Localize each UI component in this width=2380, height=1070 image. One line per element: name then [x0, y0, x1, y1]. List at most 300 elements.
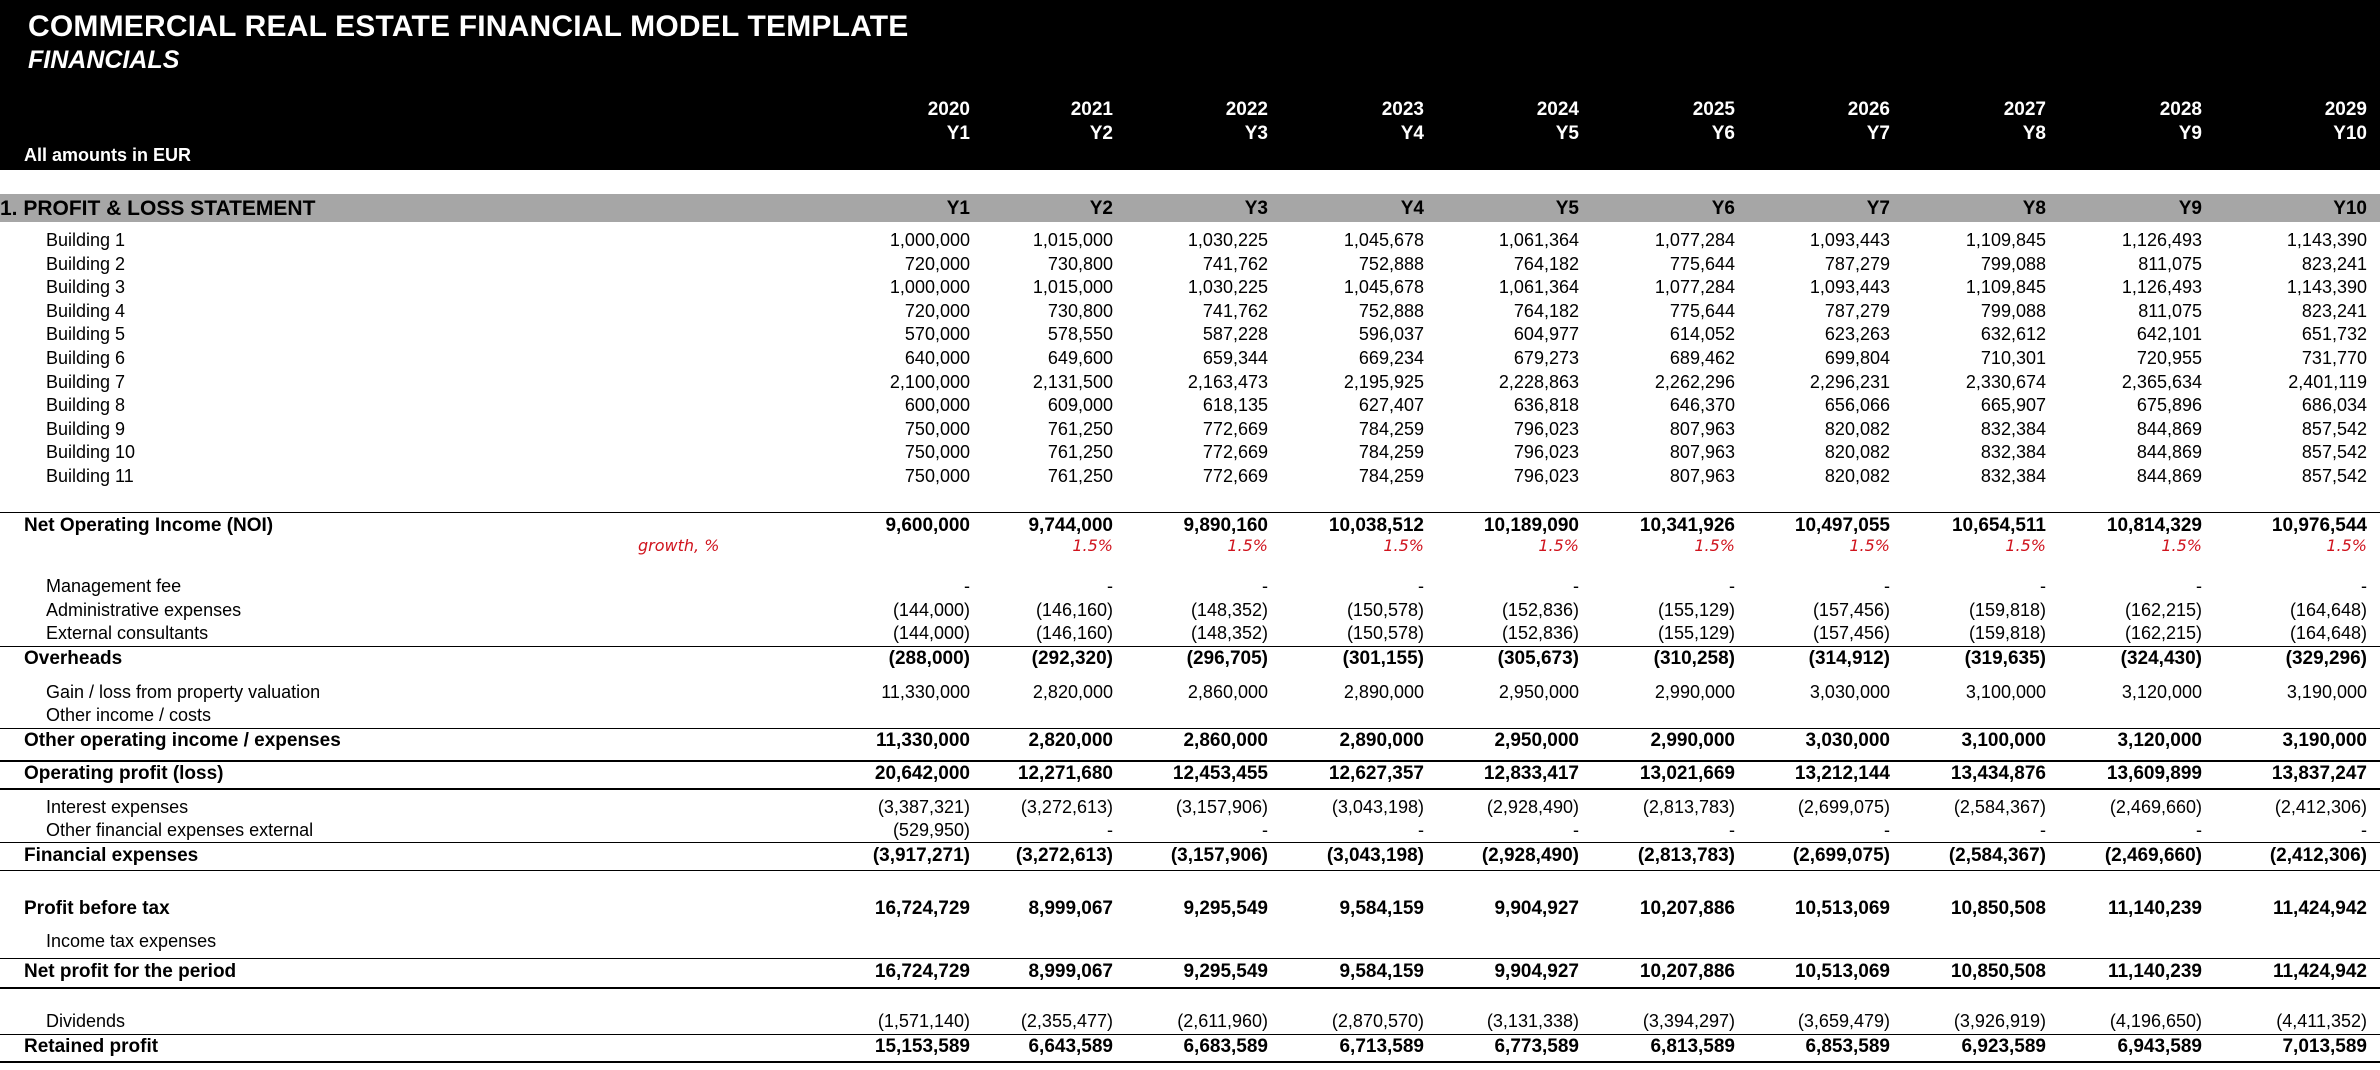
row-value: 6,853,589 — [1805, 1036, 1890, 1057]
row-value: 750,000 — [904, 442, 970, 463]
row-value: - — [1418, 576, 1424, 596]
section-year-label: Y5 — [1555, 198, 1579, 219]
growth-value: 1.5% — [1072, 536, 1113, 555]
row-value: 11,424,942 — [2272, 961, 2367, 982]
row-value: (305,673) — [1497, 648, 1579, 669]
row-value: 752,888 — [1358, 253, 1424, 274]
row-label: Income tax expenses — [46, 931, 217, 951]
row-value: 1,109,845 — [1965, 230, 2046, 250]
row-label: Interest expenses — [46, 797, 189, 817]
row-value: 2,262,296 — [1654, 371, 1735, 392]
row-value: 761,250 — [1047, 442, 1113, 463]
row-value: 1,000,000 — [889, 230, 970, 250]
row-value: 10,207,886 — [1639, 898, 1735, 919]
row-value: 12,833,417 — [1483, 763, 1579, 784]
section-year-label: Y7 — [1866, 198, 1890, 219]
row-value: (2,412,306) — [2269, 845, 2367, 866]
year-number: 2020 — [927, 99, 970, 120]
row-value: 16,724,729 — [874, 898, 970, 919]
row-value: 649,600 — [1047, 348, 1113, 368]
section-year-label: Y4 — [1400, 198, 1424, 219]
row-value: 10,189,090 — [1483, 515, 1579, 536]
row-value: 2,228,863 — [1498, 371, 1579, 392]
row-value: 784,259 — [1358, 466, 1424, 486]
row-value: 857,542 — [2301, 442, 2367, 463]
row-value: 2,950,000 — [1498, 682, 1579, 702]
row-value: 2,131,500 — [1032, 371, 1113, 392]
row-value: 679,273 — [1513, 348, 1579, 368]
row-label: Dividends — [46, 1011, 126, 1031]
growth-value: 1.5% — [2326, 536, 2367, 555]
row-value: 730,800 — [1047, 253, 1113, 274]
row-value: 8,999,067 — [1028, 961, 1113, 982]
row-value: 11,140,239 — [2107, 961, 2202, 982]
row-label: Operating profit (loss) — [24, 763, 224, 784]
year-column-header — [963, 98, 1113, 146]
row-value: 665,907 — [1980, 395, 2046, 416]
row-value: 20,642,000 — [874, 763, 970, 784]
growth-value: 1.5% — [1383, 536, 1424, 555]
year-index-label: Y5 — [1555, 123, 1579, 144]
row-value: 807,963 — [1669, 418, 1735, 439]
row-value: - — [1262, 820, 1268, 840]
row-value: (319,635) — [1964, 648, 2046, 669]
row-value: 787,279 — [1824, 300, 1890, 321]
report-header — [0, 0, 2380, 170]
row-value: 570,000 — [904, 324, 970, 345]
row-value: (2,813,783) — [1642, 797, 1735, 817]
row-value: 1,109,845 — [1965, 277, 2046, 298]
row-label: Building 10 — [46, 442, 136, 463]
row-label: Other operating income / expenses — [24, 730, 341, 751]
row-value: 784,259 — [1358, 442, 1424, 463]
row-value: (3,926,919) — [1953, 1011, 2046, 1031]
row-label: Building 6 — [46, 348, 126, 368]
row-value: 787,279 — [1824, 253, 1890, 274]
row-value: 720,000 — [904, 300, 970, 321]
row-value: 646,370 — [1669, 395, 1735, 416]
row-value: 764,182 — [1513, 253, 1579, 274]
row-value: 6,773,589 — [1494, 1036, 1579, 1057]
row-value: (155,129) — [1657, 623, 1735, 643]
row-value: 832,384 — [1980, 466, 2046, 486]
row-divider — [0, 788, 2380, 790]
row-value: (164,648) — [2289, 600, 2367, 620]
overhead-row — [0, 600, 2380, 623]
other-total-row — [0, 730, 2380, 753]
row-label: Building 2 — [46, 253, 126, 274]
row-value: (3,131,338) — [1486, 1011, 1579, 1031]
row-value: 10,850,508 — [1950, 898, 2046, 919]
year-index-label: Y10 — [2333, 123, 2367, 144]
row-value: - — [1573, 576, 1579, 596]
row-value: - — [1573, 820, 1579, 840]
row-label: Other financial expenses external — [46, 820, 314, 840]
row-value: (2,584,367) — [1953, 797, 2046, 817]
row-value: (310,258) — [1653, 648, 1735, 669]
building-row — [0, 372, 2380, 395]
building-row — [0, 466, 2380, 489]
row-value: 2,990,000 — [1654, 682, 1735, 702]
row-value: (144,000) — [892, 623, 970, 643]
row-value: (150,578) — [1346, 623, 1424, 643]
row-value: 9,890,160 — [1183, 515, 1268, 536]
report-subtitle: FINANCIALS — [28, 46, 180, 74]
units-note: All amounts in EUR — [24, 145, 192, 165]
row-value: 1,045,678 — [1343, 230, 1424, 250]
row-divider — [0, 728, 2380, 729]
row-value: 623,263 — [1824, 324, 1890, 345]
row-label: Other income / costs — [46, 705, 212, 725]
row-value: 807,963 — [1669, 442, 1735, 463]
row-value: (3,043,198) — [1331, 797, 1424, 817]
building-row — [0, 230, 2380, 253]
row-divider — [0, 1061, 2380, 1063]
row-value: 799,088 — [1980, 300, 2046, 321]
row-value: (3,272,613) — [1020, 797, 1113, 817]
row-value: 741,762 — [1202, 253, 1268, 274]
row-label: Gain / loss from property valuation — [46, 682, 321, 702]
row-label: External consultants — [46, 623, 209, 643]
row-value: - — [2361, 820, 2367, 840]
row-value: 10,207,886 — [1639, 961, 1735, 982]
row-value: 1,015,000 — [1032, 277, 1113, 298]
row-value: 710,301 — [1980, 348, 2046, 368]
row-value: (3,394,297) — [1642, 1011, 1735, 1031]
row-value: 2,820,000 — [1032, 682, 1113, 702]
row-value: 3,030,000 — [1805, 730, 1890, 751]
row-value: 9,904,927 — [1494, 961, 1579, 982]
row-value: (3,387,321) — [877, 797, 970, 817]
year-column-header — [1585, 98, 1735, 146]
year-number: 2022 — [1225, 99, 1268, 120]
row-value: 1,126,493 — [2121, 230, 2202, 250]
row-value: - — [2196, 576, 2202, 596]
row-value: 2,860,000 — [1183, 730, 1268, 751]
row-value: 600,000 — [904, 395, 970, 416]
row-label: Management fee — [46, 576, 182, 596]
row-value: 3,190,000 — [2282, 730, 2367, 751]
row-value: 2,195,925 — [1343, 371, 1424, 392]
year-number: 2029 — [2324, 99, 2367, 120]
row-value: - — [2196, 820, 2202, 840]
building-row — [0, 348, 2380, 371]
row-value: 13,837,247 — [2271, 763, 2367, 784]
year-index-label: Y2 — [1089, 123, 1113, 144]
row-value: 12,627,357 — [1328, 763, 1424, 784]
row-value: 13,434,876 — [1950, 763, 2046, 784]
row-value: 8,999,067 — [1028, 898, 1113, 919]
financial-expense-row — [0, 820, 2380, 843]
row-value: 2,890,000 — [1339, 730, 1424, 751]
row-value: 656,066 — [1824, 395, 1890, 416]
net-profit-row — [0, 961, 2380, 984]
row-value: 796,023 — [1513, 418, 1579, 439]
row-value: (144,000) — [892, 600, 970, 620]
year-number: 2024 — [1536, 99, 1579, 120]
row-value: - — [1884, 820, 1890, 840]
row-value: (2,813,783) — [1637, 845, 1735, 866]
section-year-label: Y6 — [1711, 198, 1735, 219]
growth-value: 1.5% — [1227, 536, 1268, 555]
row-value: (157,456) — [1812, 623, 1890, 643]
row-divider — [0, 760, 2380, 762]
row-value: 820,082 — [1824, 442, 1890, 463]
section-year-label: Y2 — [1089, 198, 1113, 219]
growth-label: growth, % — [638, 536, 720, 555]
row-value: 811,075 — [2138, 300, 2202, 321]
row-value: - — [1262, 576, 1268, 596]
row-value: (155,129) — [1657, 600, 1735, 620]
row-value: 772,669 — [1202, 466, 1268, 486]
row-divider — [0, 870, 2380, 871]
row-value: 720,955 — [2136, 348, 2202, 368]
row-value: 832,384 — [1980, 418, 2046, 439]
row-value: - — [2040, 576, 2046, 596]
row-value: (3,157,906) — [1175, 797, 1268, 817]
row-value: (3,917,271) — [872, 845, 970, 866]
row-label: Financial expenses — [24, 845, 199, 866]
row-label: Building 7 — [46, 371, 126, 392]
year-index-label: Y7 — [1866, 123, 1890, 144]
building-row — [0, 254, 2380, 277]
row-value: - — [1107, 576, 1113, 596]
row-value: 6,683,589 — [1183, 1036, 1268, 1057]
row-value: (292,320) — [1031, 648, 1113, 669]
row-divider — [0, 958, 2380, 959]
row-value: - — [1884, 576, 1890, 596]
row-divider — [0, 842, 2380, 843]
row-value: 6,813,589 — [1650, 1036, 1735, 1057]
year-index-label: Y8 — [2022, 123, 2046, 144]
row-value: 764,182 — [1513, 300, 1579, 321]
noi-row — [0, 515, 2380, 538]
row-value: 750,000 — [904, 466, 970, 486]
row-value: 675,896 — [2136, 395, 2202, 416]
row-value: 1,126,493 — [2121, 277, 2202, 298]
row-value: 2,163,473 — [1187, 371, 1268, 392]
row-value: (4,196,650) — [2109, 1011, 2202, 1031]
row-value: (150,578) — [1346, 600, 1424, 620]
year-column-header — [2052, 98, 2202, 146]
row-value: 13,212,144 — [1794, 763, 1890, 784]
building-row — [0, 419, 2380, 442]
row-value: (157,456) — [1812, 600, 1890, 620]
row-value: 2,365,634 — [2121, 371, 2202, 392]
row-label: Building 11 — [46, 466, 134, 486]
row-value: 823,241 — [2301, 300, 2367, 321]
row-value: 12,271,680 — [1017, 763, 1113, 784]
growth-value: 1.5% — [2005, 536, 2046, 555]
row-value: 642,101 — [2136, 324, 2202, 345]
row-label: Net profit for the period — [24, 961, 237, 982]
row-value: (162,215) — [2124, 600, 2202, 620]
row-value: 2,990,000 — [1650, 730, 1735, 751]
row-value: 10,654,511 — [1951, 515, 2046, 536]
row-value: - — [1418, 820, 1424, 840]
row-value: (2,611,960) — [1177, 1011, 1268, 1031]
year-index-label: Y9 — [2178, 123, 2202, 144]
row-value: 1,045,678 — [1343, 277, 1424, 298]
row-value: 9,295,549 — [1183, 898, 1268, 919]
row-value: 807,963 — [1669, 466, 1735, 486]
row-value: (2,355,477) — [1020, 1011, 1113, 1031]
row-value: 10,038,512 — [1328, 515, 1424, 536]
row-value: 2,860,000 — [1187, 682, 1268, 702]
year-column-header — [1274, 98, 1424, 146]
row-label: Profit before tax — [24, 898, 170, 919]
row-value: 750,000 — [904, 418, 970, 439]
row-value: 1,077,284 — [1654, 230, 1735, 250]
overhead-row — [0, 576, 2380, 599]
financial-total-row — [0, 845, 2380, 868]
section-year-label: Y1 — [946, 198, 970, 219]
row-value: 2,950,000 — [1494, 730, 1579, 751]
retained-profit-row — [0, 1036, 2380, 1059]
row-value: 1,077,284 — [1654, 277, 1735, 298]
row-value: 2,296,231 — [1809, 371, 1890, 392]
row-value: (2,469,660) — [2104, 845, 2202, 866]
row-value: 823,241 — [2301, 253, 2367, 274]
row-value: 799,088 — [1980, 253, 2046, 274]
row-label: Building 5 — [46, 324, 126, 345]
row-divider — [0, 646, 2380, 647]
row-value: 699,804 — [1824, 348, 1890, 368]
row-value: (301,155) — [1342, 648, 1424, 669]
row-value: - — [1107, 820, 1113, 840]
row-value: 844,869 — [2136, 418, 2202, 439]
row-value: 2,820,000 — [1028, 730, 1113, 751]
growth-value: 1.5% — [2161, 536, 2202, 555]
row-value: 857,542 — [2301, 466, 2367, 486]
row-divider — [0, 512, 2380, 513]
row-value: 772,669 — [1202, 442, 1268, 463]
section-year-label: Y8 — [2022, 198, 2046, 219]
row-value: 3,100,000 — [1965, 682, 2046, 702]
row-value: 596,037 — [1358, 324, 1424, 345]
row-value: 9,744,000 — [1028, 515, 1113, 536]
row-value: (2,469,660) — [2109, 797, 2202, 817]
row-value: 832,384 — [1980, 442, 2046, 463]
row-value: (3,043,198) — [1326, 845, 1424, 866]
row-value: (2,699,075) — [1792, 845, 1890, 866]
row-value: 11,424,942 — [2272, 898, 2367, 919]
operating-profit-row — [0, 763, 2380, 786]
row-label: Building 8 — [46, 395, 126, 416]
row-value: 1,143,390 — [2286, 230, 2367, 250]
year-column-header — [2217, 98, 2367, 146]
row-value: 2,100,000 — [889, 371, 970, 392]
row-value: 609,000 — [1047, 395, 1113, 416]
row-value: 730,800 — [1047, 300, 1113, 321]
growth-value: 1.5% — [1849, 536, 1890, 555]
row-value: 12,453,455 — [1172, 763, 1268, 784]
row-value: (3,272,613) — [1015, 845, 1113, 866]
row-value: 10,341,926 — [1639, 515, 1735, 536]
row-value: - — [2040, 820, 2046, 840]
building-row — [0, 301, 2380, 324]
row-value: (159,818) — [1968, 600, 2046, 620]
row-value: 9,584,159 — [1339, 898, 1424, 919]
row-value: 1,000,000 — [889, 277, 970, 298]
row-value: (152,836) — [1501, 623, 1579, 643]
row-value: (2,870,570) — [1331, 1011, 1424, 1031]
row-value: (148,352) — [1190, 600, 1268, 620]
row-value: (2,584,367) — [1948, 845, 2046, 866]
row-value: 1,030,225 — [1187, 277, 1268, 298]
year-index-label: Y3 — [1244, 123, 1268, 144]
row-value: (159,818) — [1968, 623, 2046, 643]
row-value: (296,705) — [1186, 648, 1268, 669]
row-label: Retained profit — [24, 1036, 159, 1057]
row-value: 13,021,669 — [1639, 763, 1735, 784]
row-value: 15,153,589 — [874, 1036, 970, 1057]
row-value: 9,295,549 — [1183, 961, 1268, 982]
profit-before-tax-row — [0, 898, 2380, 921]
row-label: Building 4 — [46, 300, 126, 321]
row-value: 651,732 — [2301, 324, 2367, 345]
row-value: 9,600,000 — [885, 515, 970, 536]
row-value: (2,412,306) — [2274, 797, 2367, 817]
row-value: 720,000 — [904, 253, 970, 274]
row-value: 669,234 — [1358, 348, 1424, 368]
row-value: (2,928,490) — [1481, 845, 1579, 866]
year-number: 2025 — [1692, 99, 1735, 120]
year-column-header — [1118, 98, 1268, 146]
row-value: 775,644 — [1669, 300, 1735, 321]
year-column-header — [1896, 98, 2046, 146]
year-index-label: Y6 — [1711, 123, 1735, 144]
row-value: 796,023 — [1513, 442, 1579, 463]
row-label: Building 1 — [46, 230, 126, 250]
row-value: 627,407 — [1358, 395, 1424, 416]
building-row — [0, 277, 2380, 300]
row-label: Overheads — [24, 648, 123, 669]
row-value: (529,950) — [892, 820, 970, 840]
row-value: - — [1729, 576, 1735, 596]
row-value: 784,259 — [1358, 418, 1424, 439]
section-header-bar — [0, 194, 2380, 222]
row-value: 775,644 — [1669, 253, 1735, 274]
row-value: 1,061,364 — [1498, 230, 1579, 250]
building-row — [0, 395, 2380, 418]
row-label: Building 3 — [46, 277, 126, 298]
row-value: 10,976,544 — [2271, 515, 2367, 536]
row-value: 3,190,000 — [2286, 682, 2367, 702]
row-value: 618,135 — [1202, 395, 1268, 416]
row-label: Building 9 — [46, 418, 126, 439]
row-value: - — [2361, 576, 2367, 596]
row-value: (2,928,490) — [1486, 797, 1579, 817]
row-value: 10,497,055 — [1794, 515, 1890, 536]
row-value: 9,584,159 — [1339, 961, 1424, 982]
row-value: 587,228 — [1202, 324, 1268, 345]
row-value: 1,143,390 — [2286, 277, 2367, 298]
row-divider — [0, 987, 2380, 989]
year-index-label: Y4 — [1400, 123, 1424, 144]
row-value: 1,030,225 — [1187, 230, 1268, 250]
year-number: 2023 — [1381, 99, 1424, 120]
overheads-total-row — [0, 648, 2380, 671]
row-value: (3,157,906) — [1170, 845, 1268, 866]
row-value: 6,643,589 — [1028, 1036, 1113, 1057]
row-value: 844,869 — [2136, 466, 2202, 486]
row-value: - — [964, 576, 970, 596]
year-number: 2021 — [1070, 99, 1113, 120]
section-year-label: Y10 — [2333, 198, 2367, 219]
row-value: 10,513,069 — [1794, 961, 1890, 982]
growth-value: 1.5% — [1694, 536, 1735, 555]
